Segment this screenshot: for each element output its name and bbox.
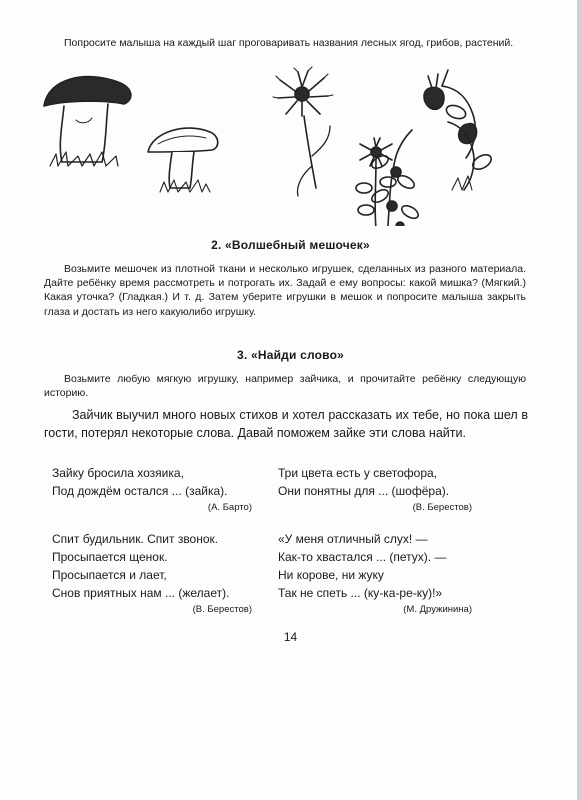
section-3-body: Возьмите любую мягкую игрушку, например зайчика, и прочитайте ребёнку следующую историю. — [44, 373, 526, 400]
poem-author: (В. Берестов) — [192, 604, 252, 615]
poem-line: Снов приятных нам ... (желает). — [52, 586, 230, 600]
cornflower-icon — [273, 67, 333, 196]
mushroom-small-icon — [148, 128, 218, 192]
poem-line: Просыпается и лает, — [52, 568, 167, 582]
poem-author: (М. Дружинина) — [403, 604, 472, 615]
poem-line: Просыпается щенок. — [52, 550, 168, 564]
poem-4 — [278, 530, 472, 618]
poem-line: Как-то хвастался ... (петух). — — [278, 550, 447, 564]
poem-line: Так не спеть ... (ку-ка-ре-ку)!» — [278, 586, 443, 600]
poem-author: (В. Берестов) — [412, 502, 472, 513]
forest-plants-illustration — [36, 66, 536, 226]
poem-author: (А. Барто) — [207, 502, 252, 513]
intro-text: Попросите малыша на каждый шаг проговаривать названия лесных ягод, грибов, растений. — [64, 37, 514, 49]
poem-line: Три цвета есть у светофора, — [278, 466, 437, 480]
poem-2 — [278, 464, 472, 516]
mushroom-large-icon — [44, 77, 131, 166]
poem-line: Ни корове, ни жуку — [278, 568, 384, 582]
section-3-heading: 3. «Найди слово» — [237, 348, 344, 362]
poem-line: Под дождём остался ... (зайка). — [52, 484, 228, 498]
strawberry-icon — [424, 70, 494, 190]
page-edge — [577, 0, 581, 800]
section-2-heading: 2. «Волшебный мешочек» — [211, 238, 370, 252]
daisy-icon — [356, 138, 396, 226]
poem-3 — [52, 530, 252, 618]
page-number: 14 — [283, 630, 298, 644]
poem-line: Спит будильник. Спит звонок. — [52, 532, 219, 546]
story-text: Зайчик выучил много новых стихов и хотел рассказать их тебе, но пока шел в гости, потерял некоторые слова. Давай поможем зайке эти слова найти. — [44, 408, 528, 440]
poem-line: «У меня отличный слух! — — [278, 532, 428, 546]
section-2-body: Возьмите мешочек из плотной ткани и несколько игрушек, сделанных из разного материала. Дайте ребёнку время рассмотреть и потрогать их. Задай е ему вопросы: какой мишка? (Мягкий.) Какая уточка? (Гладкая.) И т. д. Затем уберите игрушки в мешок и попросите малыша закрыть глаза и достать из него какуюлибо игрушку. — [44, 263, 526, 318]
poem-1 — [52, 464, 252, 516]
poem-line: Зайку бросила хозяика, — [52, 466, 184, 480]
poem-line: Они понятны для ... (шофёра). — [278, 484, 450, 498]
